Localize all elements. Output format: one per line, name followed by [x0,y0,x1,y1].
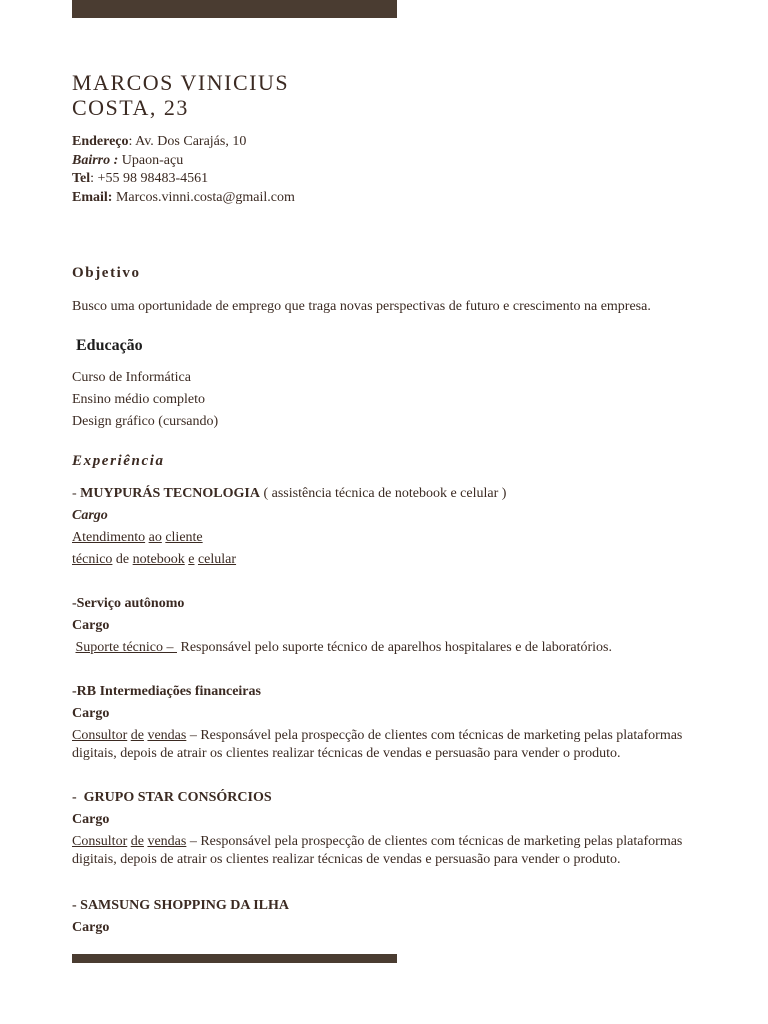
cargo-label: Cargo [72,706,110,721]
district-value: Upaon-açu [118,152,184,168]
role-line [72,637,612,659]
role-title: Suporte técnico – [75,640,177,655]
job-company-line [72,483,506,505]
education-item: Curso de Informática [72,370,191,385]
role-description: – Responsável pela prospecção de clientes com técnicas de marketing pelas plataformas digitais, depois de atrair os clientes realizar técnicas de vendas e persuasão para vender o produto. [72,834,683,867]
job-company-line: -RB Intermediações financeiras [72,684,261,699]
cargo-label: Cargo [72,508,108,523]
address-value: : Av. Dos Carajás, 10 [128,134,247,149]
role-line-2: técnico de notebook e celular [72,552,237,567]
candidate-name [72,70,289,120]
job-company-line: - SAMSUNG SHOPPING DA ILHA [72,898,290,913]
email-label: Email: [72,189,113,205]
company-name: MUYPURÁS TECNOLOGIA [80,486,260,501]
job-samsung [72,895,289,939]
address-row [72,133,295,152]
cargo-label: Cargo [72,812,110,827]
district-label: Bairro : [72,152,119,168]
email-value: Marcos.vinni.costa@gmail.com [112,189,295,205]
job-muypuras [72,483,506,571]
email-row [72,189,295,208]
top-decor-bar [72,0,397,18]
objective-title: Objetivo [72,265,141,281]
bottom-decor-bar [72,954,397,963]
role-line: Consultor de vendas – Responsável pela prospecção de clientes com técnicas de marketing pelas plataformas digitais, depois de atrair os clientes realizar técnicas de vendas e persuasão para vender o produto. [72,834,683,867]
contact-block [72,133,295,207]
cargo-label: Cargo [72,618,110,633]
company-note: ( assistência técnica de notebook e celular ) [259,486,507,501]
job-company-line: -Serviço autônomo [72,596,185,611]
education-item: Design gráfico (cursando) [72,414,219,429]
name-line-2: COSTA, 23 [72,95,189,120]
objective-text: Busco uma oportunidade de emprego que traga novas perspectivas de futuro e crescimento na empresa. [72,299,651,314]
tel-label: Tel [72,171,91,186]
cargo-label: Cargo [72,920,110,935]
company-prefix: - [72,486,81,501]
education-list [72,367,218,433]
job-star [72,787,702,869]
tel-row [72,170,295,189]
job-autonomo [72,593,612,659]
tel-value: : +55 98 98483-4561 [90,171,209,186]
experience-title: Experiência [72,453,165,469]
role-line: Consultor de vendas – Responsável pela prospecção de clientes com técnicas de marketing pelas plataformas digitais, depois de atrair os clientes realizar técnicas de vendas e persuasão para vender o produto. [72,728,683,761]
job-rb [72,681,702,763]
role-description: – Responsável pela prospecção de clientes com técnicas de marketing pelas plataformas digitais, depois de atrair os clientes realizar técnicas de vendas e persuasão para vender o produto. [72,728,683,761]
name-line-1: MARCOS VINICIUS [72,70,290,95]
role-description: Responsável pelo suporte técnico de aparelhos hospitalares e de laboratórios. [180,640,613,655]
job-company-line: - GRUPO STAR CONSÓRCIOS [72,790,272,805]
education-title: Educação [76,337,143,354]
role-line-1: Atendimento ao cliente [72,530,203,545]
district-row [72,152,295,171]
address-label: Endereço [72,134,129,149]
education-item: Ensino médio completo [72,392,205,407]
